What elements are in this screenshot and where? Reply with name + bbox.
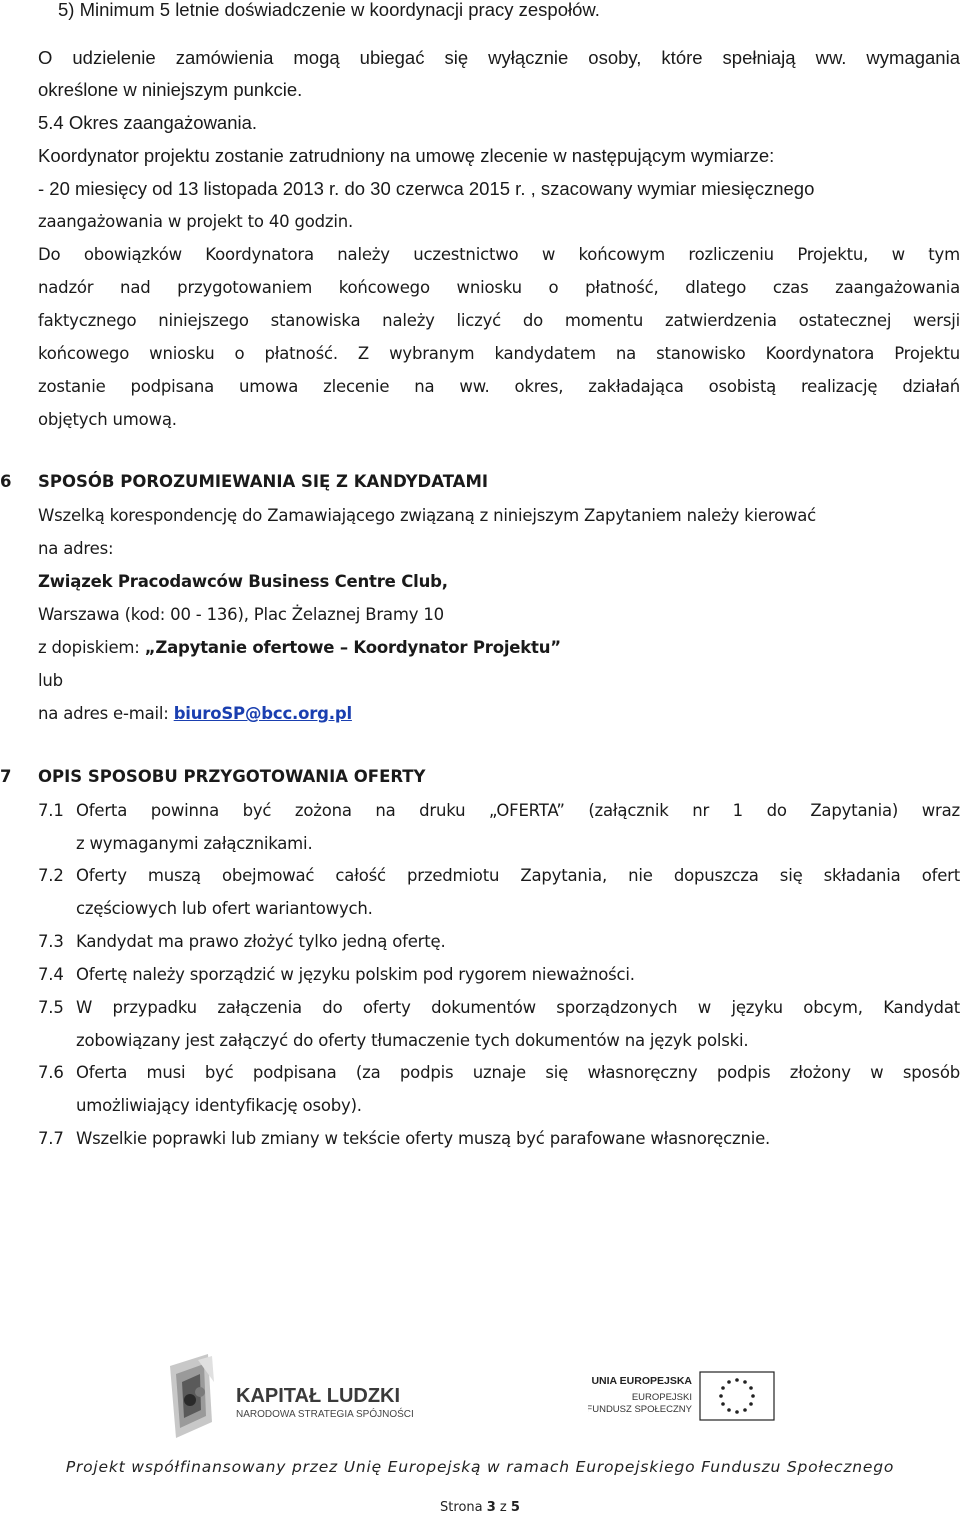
item-text-cont: zobowiązany jest załączyć do oferty tłumaczenie tych dokumentów na język polski. [76, 1031, 749, 1050]
item-text: Ofertę należy sporządzić w języku polskim pod rygorem nieważności. [76, 965, 635, 984]
kapital-ludzki-title: KAPITAŁ LUDZKI [236, 1385, 401, 1407]
item-number: 7.4 [38, 965, 64, 984]
item-text-cont: z wymaganymi załącznikami. [76, 834, 313, 853]
duties-line: Do obowiązków Koordynatora należy uczestnictwo w końcowym rozliczeniu Projektu, w tym [38, 245, 960, 264]
item-number: 7.1 [38, 801, 64, 820]
correspondence-text: Wszelką korespondencję do Zamawiającego związaną z niniejszym Zapytaniem należy kierować [38, 506, 817, 525]
annotation-prefix: z dopiskiem: [38, 638, 145, 657]
eu-line-2: EUROPEJSKI [631, 1392, 692, 1403]
engagement-text: Koordynator projektu zostanie zatrudniony na umowę zlecenie w następującym wymiarze: [38, 145, 775, 166]
kapital-ludzki-emblem-icon [168, 1352, 428, 1440]
eligibility-text-cont: określone w niniejszym punkcie. [38, 79, 303, 100]
item-text-cont: umożliwiający identyfikację osoby). [76, 1096, 362, 1115]
section-title: OPIS SPOSOBU PRZYGOTOWANIA OFERTY [38, 767, 426, 786]
section-number: 7 [0, 767, 12, 786]
duties-line: faktycznego niniejszego stanowiska należy liczyć do momentu zatwierdzenia ostatecznej wersji [38, 311, 960, 330]
list-item [38, 963, 960, 987]
item-text: W przypadku załączenia do oferty dokumentów sporządzonych w języku obcym, Kandydat [76, 998, 960, 1017]
eu-line-3: FUNDUSZ SPOŁECZNY [588, 1404, 692, 1415]
eu-flag-icon [588, 1368, 788, 1428]
section-number: 6 [0, 472, 12, 491]
item-number: 7.2 [38, 866, 64, 885]
list-item [38, 930, 960, 954]
item-number: 7.6 [38, 1063, 64, 1082]
kapital-ludzki-logo [168, 1352, 428, 1440]
eu-efs-logo [588, 1368, 788, 1428]
page-total: 5 [510, 1500, 520, 1515]
eu-line-1: UNIA EUROPEJSKA [591, 1375, 692, 1387]
duties-line: objętych umową. [38, 410, 177, 429]
list-item [38, 996, 960, 1050]
duties-line: nadzór nad przygotowaniem końcowego wniosku o płatność, dlatego czas zaangażowania [38, 278, 960, 297]
item-text: Oferta musi być podpisana (za podpis uznaje się własnoręczny podpis złożony w sposób [76, 1063, 960, 1082]
subsection-heading: 5.4 Okres zaangażowania. [38, 112, 258, 133]
annotation-value: „Zapytanie ofertowe – Koordynator Projektu” [144, 638, 561, 657]
item-number: 7.7 [38, 1129, 64, 1148]
item-text-cont: częściowych lub ofert wariantowych. [76, 899, 373, 918]
item-number: 7.5 [38, 998, 64, 1017]
cofinancing-note: Projekt współfinansowany przez Unię Europejską w ramach Europejskiego Funduszu Społecznego [65, 1458, 895, 1476]
kapital-ludzki-subtitle: NARODOWA STRATEGIA SPÓJNOŚCI [236, 1409, 414, 1420]
email-link[interactable]: biuroSP@bcc.org.pl [173, 704, 352, 723]
email-prefix: na adres e-mail: [38, 704, 174, 723]
requirement-5: 5) Minimum 5 letnie doświadczenie w koordynacji pracy zespołów. [58, 0, 600, 20]
section-title: SPOSÓB POROZUMIEWANIA SIĘ Z KANDYDATAMI [38, 472, 489, 491]
item-number: 7.3 [38, 932, 64, 951]
page-number [0, 1500, 960, 1515]
page-sep: z [495, 1500, 511, 1515]
item-text: Kandydat ma prawo złożyć tylko jedną ofertę. [76, 932, 446, 951]
organization-name: Związek Pracodawców Business Centre Club, [38, 572, 448, 591]
list-item [38, 864, 960, 918]
list-item [38, 1127, 960, 1151]
correspondence-text-cont: na adres: [38, 539, 114, 558]
duties-line: końcowego wniosku o płatność. Z wybranym kandydatem na stanowisko Koordynatora Projektu [38, 344, 960, 363]
item-text: Oferta powinna być zożona na druku „OFERTA” (załącznik nr 1 do Zapytania) wraz [76, 801, 960, 820]
list-item [38, 1061, 960, 1115]
engagement-hours: zaangażowania w projekt to 40 godzin. [38, 212, 354, 231]
or-text: lub [38, 671, 63, 690]
item-text: Oferty muszą obejmować całość przedmiotu Zapytania, nie dopuszcza się składania ofert [76, 866, 960, 885]
eligibility-text: O udzielenie zamówienia mogą ubiegać się wyłącznie osoby, które spełniają ww. wymagania [38, 47, 960, 68]
annotation-line [38, 636, 561, 660]
list-item [38, 799, 960, 853]
postal-address: Warszawa (kod: 00 - 136), Plac Żelaznej Bramy 10 [38, 605, 444, 624]
section-7-heading [0, 765, 426, 789]
section-6-heading [0, 470, 488, 494]
page-current: 3 [486, 1500, 496, 1515]
duties-line: zostanie podpisana umowa zlecenie na ww. okres, zakładająca osobistą realizację działań [38, 377, 960, 396]
page-word: Strona [440, 1500, 487, 1515]
item-text: Wszelkie poprawki lub zmiany w tekście oferty muszą być parafowane własnoręcznie. [76, 1129, 771, 1148]
email-line [38, 702, 352, 726]
engagement-period: - 20 miesięcy od 13 listopada 2013 r. do 30 czerwca 2015 r. , szacowany wymiar miesięcznego [38, 178, 815, 199]
